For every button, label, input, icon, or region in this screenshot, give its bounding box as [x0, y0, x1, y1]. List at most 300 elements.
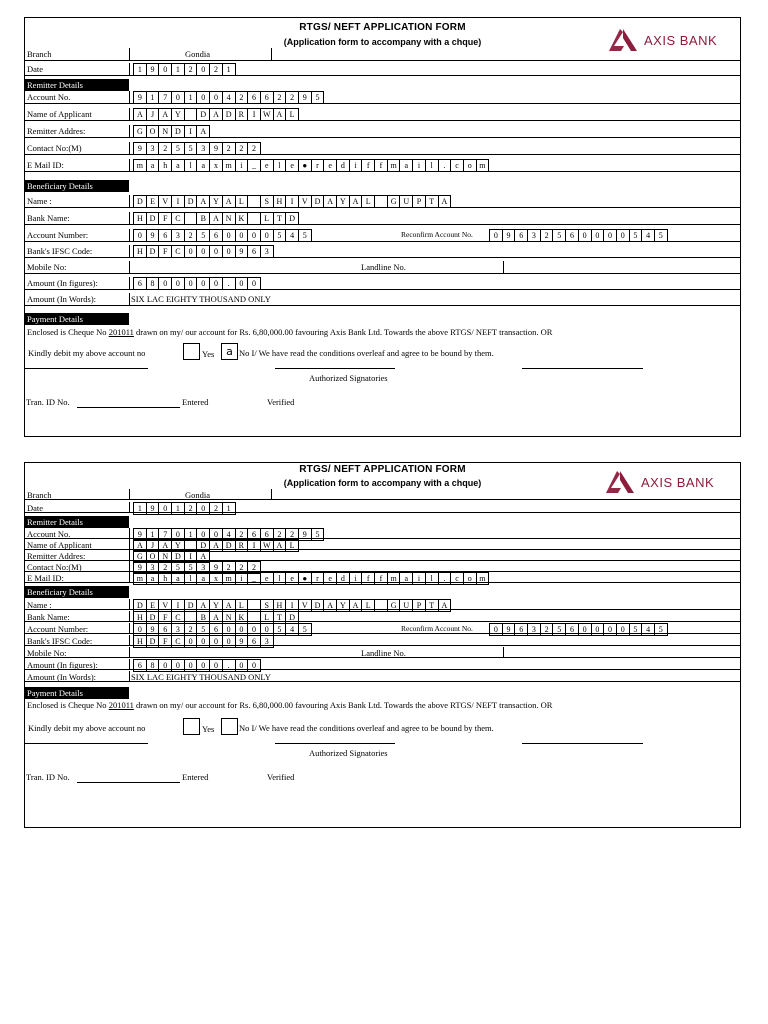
reconfirm-account-field-cell[interactable]: 4 — [642, 623, 655, 636]
bank-name-field-cell[interactable]: N — [223, 611, 236, 624]
remitter-address-field-cell[interactable]: D — [172, 125, 185, 138]
account-number-field-cell[interactable]: 0 — [236, 623, 249, 636]
ifsc-field-cell[interactable]: 6 — [248, 245, 261, 258]
contact-no-field-cell[interactable]: 5 — [185, 142, 198, 155]
beneficiary-name-field-cell[interactable]: L — [236, 599, 249, 612]
amount-figures-field-cell[interactable]: . — [223, 659, 236, 672]
email-field-cell[interactable]: x — [210, 159, 223, 172]
applicant-name-field[interactable] — [133, 108, 299, 120]
email-field-cell[interactable]: i — [236, 572, 249, 585]
applicant-name-field-cell[interactable]: A — [133, 108, 147, 121]
beneficiary-name-field-cell[interactable]: V — [299, 195, 312, 208]
account-number-field-cell[interactable]: 9 — [147, 623, 160, 636]
account-no-field-cell[interactable]: 9 — [133, 91, 147, 104]
account-number-field[interactable] — [133, 623, 312, 635]
bank-name-field-cell[interactable]: F — [159, 611, 172, 624]
applicant-name-field-cell[interactable]: A — [159, 539, 172, 552]
email-field[interactable] — [133, 572, 489, 584]
contact-no-field-cell[interactable]: 9 — [210, 561, 223, 574]
applicant-name-field-cell[interactable]: D — [223, 539, 236, 552]
beneficiary-name-field-cell[interactable]: T — [426, 599, 439, 612]
email-field-cell[interactable]: f — [375, 159, 388, 172]
email-field-cell[interactable]: i — [236, 159, 249, 172]
ifsc-field-cell[interactable]: F — [159, 245, 172, 258]
bank-name-field-cell[interactable]: A — [210, 212, 223, 225]
account-no-field-cell[interactable]: 2 — [286, 528, 299, 541]
account-number-field-cell[interactable]: 0 — [248, 229, 261, 242]
email-field-cell[interactable]: e — [261, 572, 274, 585]
date-field-cell[interactable]: 0 — [159, 502, 172, 515]
account-number-field-cell[interactable]: 4 — [286, 623, 299, 636]
account-number-field[interactable] — [133, 229, 312, 241]
email-field-cell[interactable]: ● — [299, 572, 312, 585]
email-field-cell[interactable]: d — [337, 159, 350, 172]
account-number-field-cell[interactable]: 2 — [185, 623, 198, 636]
amount-figures-field-cell[interactable]: 0 — [197, 277, 210, 290]
account-no-field-cell[interactable]: 0 — [210, 528, 223, 541]
ifsc-field[interactable] — [133, 635, 274, 647]
account-no-field-cell[interactable]: 2 — [236, 91, 249, 104]
email-field-cell[interactable]: m — [388, 159, 401, 172]
yes-checkbox[interactable] — [183, 343, 200, 360]
contact-no-field-cell[interactable]: 3 — [197, 142, 210, 155]
amount-figures-field-cell[interactable]: 0 — [197, 659, 210, 672]
email-field-cell[interactable]: c — [451, 159, 464, 172]
ifsc-field-cell[interactable]: C — [172, 635, 185, 648]
reconfirm-account-field-cell[interactable]: 0 — [592, 229, 605, 242]
remitter-address-field[interactable] — [133, 125, 210, 137]
bank-name-field-cell[interactable]: K — [236, 212, 249, 225]
beneficiary-name-field-cell[interactable]: S — [261, 195, 274, 208]
beneficiary-name-field-cell[interactable]: D — [312, 195, 325, 208]
account-no-field-cell[interactable]: 0 — [197, 528, 210, 541]
bank-name-field-cell[interactable]: N — [223, 212, 236, 225]
beneficiary-name-field-cell[interactable]: V — [159, 599, 172, 612]
amount-figures-field-cell[interactable]: 0 — [236, 277, 249, 290]
account-no-field-cell[interactable]: 2 — [274, 528, 287, 541]
ifsc-field-cell[interactable]: D — [147, 245, 160, 258]
beneficiary-name-field-cell[interactable]: D — [185, 599, 198, 612]
reconfirm-account-field-cell[interactable]: 5 — [655, 623, 668, 636]
bank-name-field[interactable] — [133, 611, 299, 623]
beneficiary-name-field-cell[interactable]: L — [236, 195, 249, 208]
beneficiary-name-field-cell[interactable]: U — [400, 195, 413, 208]
amount-figures-field-cell[interactable]: 0 — [236, 659, 249, 672]
contact-no-field-cell[interactable]: 9 — [133, 561, 147, 574]
date-field[interactable] — [133, 502, 236, 514]
reconfirm-account-field-cell[interactable]: 0 — [489, 623, 503, 636]
beneficiary-name-field-cell[interactable]: L — [362, 599, 375, 612]
email-field-cell[interactable]: e — [286, 572, 299, 585]
account-number-field-cell[interactable]: 6 — [159, 623, 172, 636]
remitter-address-field-cell[interactable]: I — [185, 125, 198, 138]
account-number-field-cell[interactable]: 6 — [159, 229, 172, 242]
beneficiary-name-field-cell[interactable]: Y — [337, 195, 350, 208]
account-number-field-cell[interactable]: 0 — [261, 623, 274, 636]
account-no-field-cell[interactable]: 6 — [248, 91, 261, 104]
email-field-cell[interactable]: m — [477, 159, 490, 172]
beneficiary-name-field-cell[interactable]: A — [223, 599, 236, 612]
branch-value[interactable]: Gondia — [185, 49, 211, 59]
beneficiary-name-field-cell[interactable]: E — [147, 599, 160, 612]
reconfirm-account-field-cell[interactable]: 0 — [604, 229, 617, 242]
email-field-cell[interactable]: a — [147, 159, 160, 172]
applicant-name-field-cell[interactable]: A — [274, 108, 287, 121]
account-no-field-cell[interactable]: 2 — [236, 528, 249, 541]
amount-figures-field-cell[interactable]: 0 — [185, 659, 198, 672]
account-number-field-cell[interactable]: 3 — [172, 623, 185, 636]
ifsc-field-cell[interactable]: 0 — [185, 245, 198, 258]
date-field-cell[interactable]: 2 — [210, 63, 223, 76]
account-number-field-cell[interactable]: 3 — [172, 229, 185, 242]
contact-no-field-cell[interactable]: 9 — [210, 142, 223, 155]
beneficiary-name-field-cell[interactable]: V — [159, 195, 172, 208]
account-number-field-cell[interactable]: 0 — [133, 229, 147, 242]
ifsc-field-cell[interactable]: H — [133, 245, 147, 258]
ifsc-field-cell[interactable]: 3 — [261, 245, 274, 258]
date-field-cell[interactable]: 0 — [159, 63, 172, 76]
contact-no-field-cell[interactable]: 9 — [133, 142, 147, 155]
ifsc-field-cell[interactable]: 0 — [223, 245, 236, 258]
bank-name-field-cell[interactable]: D — [147, 611, 160, 624]
reconfirm-account-field-cell[interactable]: 6 — [515, 623, 528, 636]
email-field-cell[interactable]: f — [362, 572, 375, 585]
amount-figures-field-cell[interactable]: 8 — [147, 659, 160, 672]
reconfirm-account-field[interactable] — [489, 229, 668, 241]
email-field-cell[interactable]: m — [388, 572, 401, 585]
applicant-name-field-cell[interactable]: Y — [172, 539, 185, 552]
bank-name-field-cell[interactable]: D — [286, 611, 299, 624]
contact-no-field-cell[interactable]: 2 — [236, 561, 249, 574]
account-no-field-cell[interactable]: 0 — [210, 91, 223, 104]
amount-words-value[interactable]: SIX LAC EIGHTY THOUSAND ONLY — [131, 294, 271, 304]
email-field-cell[interactable]: m — [477, 572, 490, 585]
account-no-field-cell[interactable]: 2 — [286, 91, 299, 104]
amount-figures-field-cell[interactable]: . — [223, 277, 236, 290]
beneficiary-name-field-cell[interactable]: I — [286, 599, 299, 612]
reconfirm-account-field-cell[interactable]: 0 — [617, 229, 630, 242]
beneficiary-name-field-cell[interactable]: V — [299, 599, 312, 612]
account-no-field-cell[interactable]: 1 — [147, 528, 160, 541]
beneficiary-name-field-cell[interactable]: G — [388, 195, 401, 208]
beneficiary-name-field-cell[interactable]: D — [133, 195, 147, 208]
bank-name-field[interactable] — [133, 212, 299, 224]
reconfirm-account-field-cell[interactable]: 3 — [528, 229, 541, 242]
applicant-name-field-cell[interactable]: A — [133, 539, 147, 552]
beneficiary-name-field-cell[interactable]: D — [312, 599, 325, 612]
email-field-cell[interactable]: h — [159, 572, 172, 585]
beneficiary-name-field-cell[interactable]: A — [223, 195, 236, 208]
account-no-field-cell[interactable]: 9 — [299, 528, 312, 541]
applicant-name-field-cell[interactable]: W — [261, 539, 274, 552]
email-field-cell[interactable]: m — [133, 572, 147, 585]
beneficiary-name-field-cell[interactable]: Y — [337, 599, 350, 612]
account-number-field-cell[interactable]: 5 — [197, 229, 210, 242]
beneficiary-name-field-cell[interactable]: L — [362, 195, 375, 208]
reconfirm-account-field-cell[interactable]: 5 — [655, 229, 668, 242]
ifsc-field-cell[interactable]: H — [133, 635, 147, 648]
email-field-cell[interactable]: ● — [299, 159, 312, 172]
email-field-cell[interactable]: a — [197, 159, 210, 172]
applicant-name-field-cell[interactable]: D — [197, 539, 210, 552]
amount-figures-field-cell[interactable]: 0 — [159, 277, 172, 290]
amount-figures-field-cell[interactable]: 6 — [133, 277, 147, 290]
account-no-field-cell[interactable]: 5 — [312, 91, 325, 104]
date-field[interactable] — [133, 63, 236, 75]
account-number-field-cell[interactable]: 5 — [197, 623, 210, 636]
email-field-cell[interactable]: l — [426, 159, 439, 172]
amount-figures-field-cell[interactable]: 0 — [248, 277, 261, 290]
ifsc-field-cell[interactable]: 0 — [197, 245, 210, 258]
ifsc-field-cell[interactable]: F — [159, 635, 172, 648]
email-field-cell[interactable]: . — [439, 159, 452, 172]
applicant-name-field-cell[interactable]: L — [286, 108, 299, 121]
email-field-cell[interactable]: o — [464, 572, 477, 585]
account-number-field-cell[interactable]: 0 — [261, 229, 274, 242]
bank-name-field-cell[interactable]: H — [133, 611, 147, 624]
email-field-cell[interactable]: l — [274, 159, 287, 172]
applicant-name-field-cell[interactable]: Y — [172, 108, 185, 121]
bank-name-field-cell[interactable]: F — [159, 212, 172, 225]
account-no-field-cell[interactable]: 9 — [133, 528, 147, 541]
reconfirm-account-field-cell[interactable]: 0 — [592, 623, 605, 636]
beneficiary-name-field-cell[interactable]: G — [388, 599, 401, 612]
reconfirm-account-field-cell[interactable]: 5 — [630, 229, 643, 242]
account-no-field-cell[interactable]: 7 — [159, 528, 172, 541]
ifsc-field-cell[interactable]: 6 — [248, 635, 261, 648]
account-no-field-cell[interactable]: 6 — [261, 91, 274, 104]
amount-words-value[interactable]: SIX LAC EIGHTY THOUSAND ONLY — [131, 672, 271, 682]
email-field-cell[interactable]: f — [375, 572, 388, 585]
yes-checkbox[interactable] — [183, 718, 200, 735]
email-field[interactable] — [133, 159, 489, 171]
bank-name-field-cell[interactable]: B — [197, 212, 210, 225]
reconfirm-account-field-cell[interactable]: 5 — [553, 229, 566, 242]
amount-figures-field[interactable] — [133, 659, 261, 671]
bank-name-field-cell[interactable]: C — [172, 212, 185, 225]
date-field-cell[interactable]: 9 — [147, 502, 160, 515]
ifsc-field-cell[interactable]: 0 — [223, 635, 236, 648]
account-no-field-cell[interactable]: 9 — [299, 91, 312, 104]
email-field-cell[interactable]: e — [286, 159, 299, 172]
email-field-cell[interactable]: _ — [248, 159, 261, 172]
reconfirm-account-field-cell[interactable]: 6 — [566, 623, 579, 636]
reconfirm-account-field[interactable] — [489, 623, 668, 635]
amount-figures-field-cell[interactable]: 0 — [210, 659, 223, 672]
contact-no-field-cell[interactable]: 2 — [236, 142, 249, 155]
applicant-name-field-cell[interactable]: I — [248, 108, 261, 121]
applicant-name-field-cell[interactable]: A — [210, 108, 223, 121]
remitter-address-field-cell[interactable]: O — [147, 125, 160, 138]
account-no-field-cell[interactable]: 0 — [197, 91, 210, 104]
amount-figures-field-cell[interactable]: 0 — [172, 659, 185, 672]
bank-name-field-cell[interactable]: B — [197, 611, 210, 624]
date-field-cell[interactable]: 9 — [147, 63, 160, 76]
bank-name-field-cell[interactable]: D — [286, 212, 299, 225]
amount-figures-field[interactable] — [133, 277, 261, 289]
applicant-name-field-cell[interactable]: L — [286, 539, 299, 552]
account-no-field-cell[interactable]: 2 — [274, 91, 287, 104]
beneficiary-name-field-cell[interactable]: A — [439, 599, 452, 612]
amount-figures-field-cell[interactable]: 6 — [133, 659, 147, 672]
date-field-cell[interactable]: 2 — [210, 502, 223, 515]
email-field-cell[interactable]: x — [210, 572, 223, 585]
contact-no-field[interactable] — [133, 142, 261, 154]
beneficiary-name-field-cell[interactable]: I — [286, 195, 299, 208]
date-field-cell[interactable]: 1 — [172, 63, 185, 76]
applicant-name-field-cell[interactable]: A — [274, 539, 287, 552]
contact-no-field-cell[interactable]: 2 — [223, 142, 236, 155]
date-field-cell[interactable]: 0 — [197, 502, 210, 515]
beneficiary-name-field-cell[interactable]: A — [350, 599, 363, 612]
email-field-cell[interactable]: a — [400, 159, 413, 172]
ifsc-field-cell[interactable]: 3 — [261, 635, 274, 648]
email-field-cell[interactable]: i — [413, 572, 426, 585]
no-checkbox[interactable] — [221, 718, 238, 735]
ifsc-field-cell[interactable]: 0 — [210, 635, 223, 648]
reconfirm-account-field-cell[interactable]: 0 — [579, 623, 592, 636]
remitter-address-field-cell[interactable]: O — [147, 550, 160, 563]
email-field-cell[interactable]: f — [362, 159, 375, 172]
beneficiary-name-field[interactable] — [133, 195, 451, 207]
amount-figures-field-cell[interactable]: 0 — [172, 277, 185, 290]
email-field-cell[interactable]: _ — [248, 572, 261, 585]
applicant-name-field-cell[interactable] — [185, 108, 198, 121]
applicant-name-field-cell[interactable]: A — [159, 108, 172, 121]
contact-no-field-cell[interactable]: 5 — [172, 142, 185, 155]
contact-no-field-cell[interactable]: 2 — [248, 142, 261, 155]
amount-figures-field-cell[interactable]: 8 — [147, 277, 160, 290]
contact-no-field-cell[interactable]: 3 — [147, 142, 160, 155]
date-field-cell[interactable]: 0 — [197, 63, 210, 76]
contact-no-field-cell[interactable]: 2 — [223, 561, 236, 574]
beneficiary-name-field-cell[interactable]: H — [274, 195, 287, 208]
account-no-field-cell[interactable]: 0 — [172, 528, 185, 541]
bank-name-field-cell[interactable]: T — [274, 611, 287, 624]
reconfirm-account-field-cell[interactable]: 4 — [642, 229, 655, 242]
account-no-field-cell[interactable]: 0 — [172, 91, 185, 104]
contact-no-field-cell[interactable]: 2 — [248, 561, 261, 574]
bank-name-field-cell[interactable]: C — [172, 611, 185, 624]
email-field-cell[interactable]: a — [197, 572, 210, 585]
date-field-cell[interactable]: 1 — [133, 502, 147, 515]
email-field-cell[interactable]: m — [223, 572, 236, 585]
date-field-cell[interactable]: 1 — [172, 502, 185, 515]
applicant-name-field-cell[interactable]: W — [261, 108, 274, 121]
amount-figures-field-cell[interactable]: 0 — [210, 277, 223, 290]
beneficiary-name-field-cell[interactable]: E — [147, 195, 160, 208]
remitter-address-field-cell[interactable]: I — [185, 550, 198, 563]
bank-name-field-cell[interactable]: T — [274, 212, 287, 225]
account-number-field-cell[interactable]: 0 — [223, 229, 236, 242]
account-no-field-cell[interactable]: 1 — [185, 528, 198, 541]
reconfirm-account-field-cell[interactable]: 0 — [579, 229, 592, 242]
beneficiary-name-field-cell[interactable]: P — [413, 599, 426, 612]
email-field-cell[interactable]: e — [324, 159, 337, 172]
applicant-name-field-cell[interactable]: J — [147, 539, 160, 552]
contact-no-field-cell[interactable]: 3 — [147, 561, 160, 574]
email-field-cell[interactable]: m — [223, 159, 236, 172]
reconfirm-account-field-cell[interactable]: 0 — [489, 229, 503, 242]
email-field-cell[interactable]: h — [159, 159, 172, 172]
contact-no-field-cell[interactable]: 2 — [159, 142, 172, 155]
email-field-cell[interactable]: a — [400, 572, 413, 585]
ifsc-field-cell[interactable]: 0 — [210, 245, 223, 258]
beneficiary-name-field-cell[interactable]: I — [172, 599, 185, 612]
remitter-address-field-cell[interactable]: A — [197, 550, 210, 563]
account-no-field-cell[interactable]: 7 — [159, 91, 172, 104]
beneficiary-name-field-cell[interactable] — [375, 195, 388, 208]
email-field-cell[interactable]: l — [426, 572, 439, 585]
ifsc-field-cell[interactable]: 9 — [236, 245, 249, 258]
beneficiary-name-field-cell[interactable]: T — [426, 195, 439, 208]
account-number-field-cell[interactable]: 0 — [236, 229, 249, 242]
bank-name-field-cell[interactable]: L — [261, 611, 274, 624]
bank-name-field-cell[interactable]: D — [147, 212, 160, 225]
reconfirm-account-field-cell[interactable]: 6 — [566, 229, 579, 242]
contact-no-field-cell[interactable]: 2 — [159, 561, 172, 574]
beneficiary-name-field-cell[interactable]: D — [185, 195, 198, 208]
account-no-field-cell[interactable]: 1 — [147, 91, 160, 104]
bank-name-field-cell[interactable]: K — [236, 611, 249, 624]
reconfirm-account-field-cell[interactable]: 0 — [604, 623, 617, 636]
bank-name-field-cell[interactable] — [248, 212, 261, 225]
email-field-cell[interactable]: e — [261, 159, 274, 172]
remitter-address-field-cell[interactable]: D — [172, 550, 185, 563]
beneficiary-name-field-cell[interactable]: A — [197, 195, 210, 208]
beneficiary-name-field-cell[interactable]: S — [261, 599, 274, 612]
no-checkbox[interactable]: a — [221, 343, 238, 360]
bank-name-field-cell[interactable]: A — [210, 611, 223, 624]
reconfirm-account-field-cell[interactable]: 3 — [528, 623, 541, 636]
beneficiary-name-field-cell[interactable]: U — [400, 599, 413, 612]
contact-no-field-cell[interactable]: 5 — [185, 561, 198, 574]
beneficiary-name-field-cell[interactable]: A — [350, 195, 363, 208]
email-field-cell[interactable]: r — [312, 159, 325, 172]
account-number-field-cell[interactable]: 5 — [274, 229, 287, 242]
bank-name-field-cell[interactable] — [185, 212, 198, 225]
date-field-cell[interactable]: 1 — [223, 63, 236, 76]
beneficiary-name-field-cell[interactable]: I — [172, 195, 185, 208]
email-field-cell[interactable]: a — [172, 159, 185, 172]
email-field-cell[interactable]: o — [464, 159, 477, 172]
ifsc-field-cell[interactable]: 0 — [197, 635, 210, 648]
email-field-cell[interactable]: l — [185, 159, 198, 172]
date-field-cell[interactable]: 2 — [185, 502, 198, 515]
account-number-field-cell[interactable]: 0 — [248, 623, 261, 636]
account-number-field-cell[interactable]: 6 — [210, 229, 223, 242]
email-field-cell[interactable]: c — [451, 572, 464, 585]
email-field-cell[interactable]: m — [133, 159, 147, 172]
account-number-field-cell[interactable]: 4 — [286, 229, 299, 242]
beneficiary-name-field-cell[interactable]: H — [274, 599, 287, 612]
reconfirm-account-field-cell[interactable]: 9 — [503, 229, 516, 242]
reconfirm-account-field-cell[interactable]: 5 — [630, 623, 643, 636]
contact-no-field-cell[interactable]: 3 — [197, 561, 210, 574]
ifsc-field-cell[interactable]: 9 — [236, 635, 249, 648]
remitter-address-field-cell[interactable]: N — [159, 125, 172, 138]
account-number-field-cell[interactable]: 9 — [147, 229, 160, 242]
date-field-cell[interactable]: 1 — [223, 502, 236, 515]
account-no-field[interactable] — [133, 91, 324, 103]
email-field-cell[interactable]: a — [147, 572, 160, 585]
account-number-field-cell[interactable]: 5 — [299, 623, 312, 636]
account-no-field-cell[interactable]: 1 — [185, 91, 198, 104]
account-number-field-cell[interactable]: 0 — [223, 623, 236, 636]
account-no-field-cell[interactable]: 4 — [223, 91, 236, 104]
beneficiary-name-field-cell[interactable]: P — [413, 195, 426, 208]
reconfirm-account-field-cell[interactable]: 2 — [541, 623, 554, 636]
